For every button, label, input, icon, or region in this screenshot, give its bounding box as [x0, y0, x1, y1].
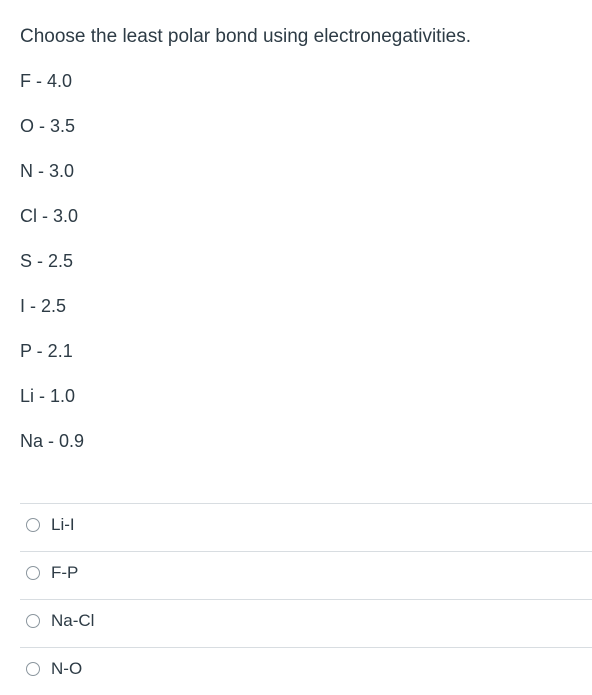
electronegativity-item-cl: Cl - 3.0: [20, 206, 79, 226]
electronegativity-list: [20, 68, 84, 473]
radio-button[interactable]: [26, 518, 40, 532]
electronegativity-item-f: F - 4.0: [20, 71, 73, 91]
radio-button[interactable]: [26, 566, 40, 580]
radio-button[interactable]: [26, 662, 40, 676]
radio-button[interactable]: [26, 614, 40, 628]
answer-text: N-O: [51, 659, 83, 678]
answer-option-li-i[interactable]: [20, 503, 592, 551]
electronegativity-item-i: I - 2.5: [20, 296, 67, 316]
electronegativity-item-li: Li - 1.0: [20, 386, 76, 406]
electronegativity-item-n: N - 3.0: [20, 161, 75, 181]
answer-option-n-o[interactable]: [20, 647, 592, 695]
answer-label[interactable]: [20, 552, 592, 599]
electronegativity-item-p: P - 2.1: [20, 341, 73, 361]
answer-label[interactable]: [20, 648, 592, 695]
answer-text: F-P: [51, 563, 79, 582]
answer-label[interactable]: [20, 504, 592, 551]
question-prompt: Choose the least polar bond using electronegativities.: [20, 26, 472, 47]
answer-text: Li-I: [51, 515, 75, 534]
electronegativity-item-o: O - 3.5: [20, 116, 76, 136]
answer-option-f-p[interactable]: [20, 551, 592, 599]
answer-text: Na-Cl: [51, 611, 95, 630]
electronegativity-item-na: Na - 0.9: [20, 431, 85, 451]
answer-label[interactable]: [20, 600, 592, 647]
answer-options: [20, 503, 592, 695]
electronegativity-item-s: S - 2.5: [20, 251, 74, 271]
answer-option-na-cl[interactable]: [20, 599, 592, 647]
